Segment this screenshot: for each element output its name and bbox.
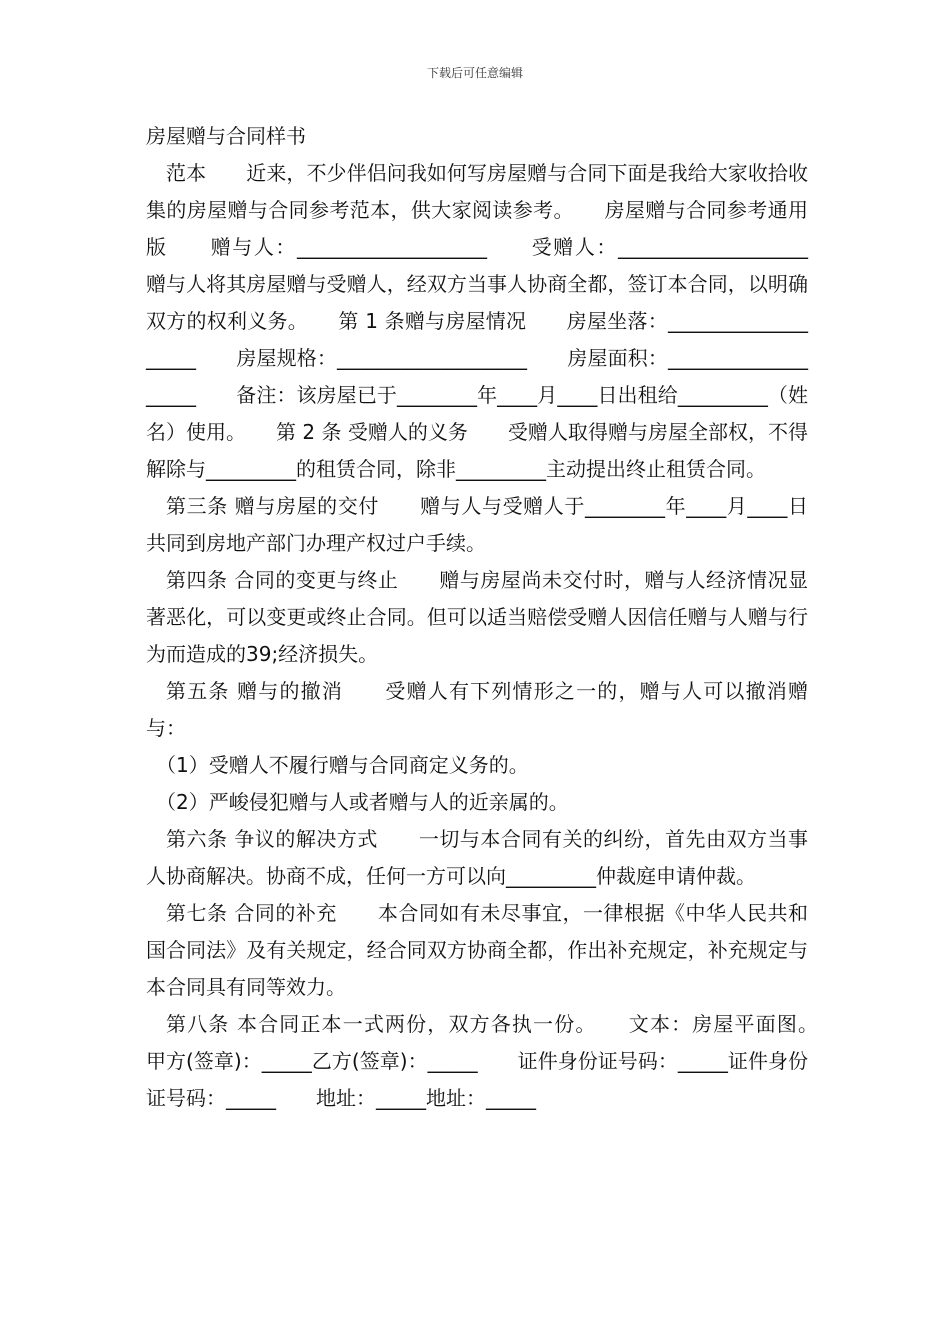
document-title: 房屋赠与合同样书 xyxy=(146,124,306,148)
paragraph-article-8: 第八条 本合同正本一式两份，双方各执一份。 文本：房屋平面图。 甲方(签章)：_____乙方(签章)：_____ 证件身份证号码：_____证件身份证号码：_____ 地址：_____地址：_____ xyxy=(146,1012,848,1110)
document-body xyxy=(146,118,848,1117)
paragraph-article-6: 第六条 争议的解决方式 一切与本合同有关的纠纷，首先由双方当事人协商解决。协商不成，任何一方可以向_________仲裁庭申请仲裁。 xyxy=(146,827,808,888)
paragraph-article-4: 第四条 合同的变更与终止 赠与房屋尚未交付时，赠与人经济情况显著恶化，可以变更或终止合同。但可以适当赔偿受赠人因信任赠与人赠与行为而造成的39;经济损失。 xyxy=(146,568,808,666)
paragraph-article-5: 第五条 赠与的撤消 受赠人有下列情形之一的，赠与人可以撤消赠与： xyxy=(146,679,808,740)
page-header-note: 下载后可任意编辑 xyxy=(426,66,523,80)
paragraph-article-7: 第七条 合同的补充 本合同如有未尽事宜，一律根据《中华人民共和国合同法》及有关规定，经合同双方协商全都，作出补充规定，补充规定与本合同具有同等效力。 xyxy=(146,901,808,999)
list-item-5-1: （1）受赠人不履行赠与合同商定义务的。 xyxy=(156,753,529,777)
paragraph-intro: 范本 近来，不少伴侣问我如何写房屋赠与合同下面是我给大家收拾收集的房屋赠与合同参考范本，供大家阅读参考。 房屋赠与合同参考通用版 赠与人：___________________ 受赠人：___________________ 赠与人将其房屋赠与受赠人，经双方当事人协商全都，签订本合同，以明确双方的权利义务。 第 1 条赠与房屋情况 房屋坐落：___________________ 房屋规格：___________________ 房屋面积：___________________ 备注：该房屋已于________年____月____日出租给_________（姓名）使用。 第 2 条 受赠人的义务 受赠人取得赠与房屋全部权，不得解除与_________的租赁合同，除非_________主动提出终止租赁合同。 xyxy=(146,161,848,481)
list-item-5-2: （2）严峻侵犯赠与人或者赠与人的近亲属的。 xyxy=(156,790,569,814)
paragraph-article-3: 第三条 赠与房屋的交付 赠与人与受赠人于________年____月____日共同到房地产部门办理产权过户手续。 xyxy=(146,494,808,555)
